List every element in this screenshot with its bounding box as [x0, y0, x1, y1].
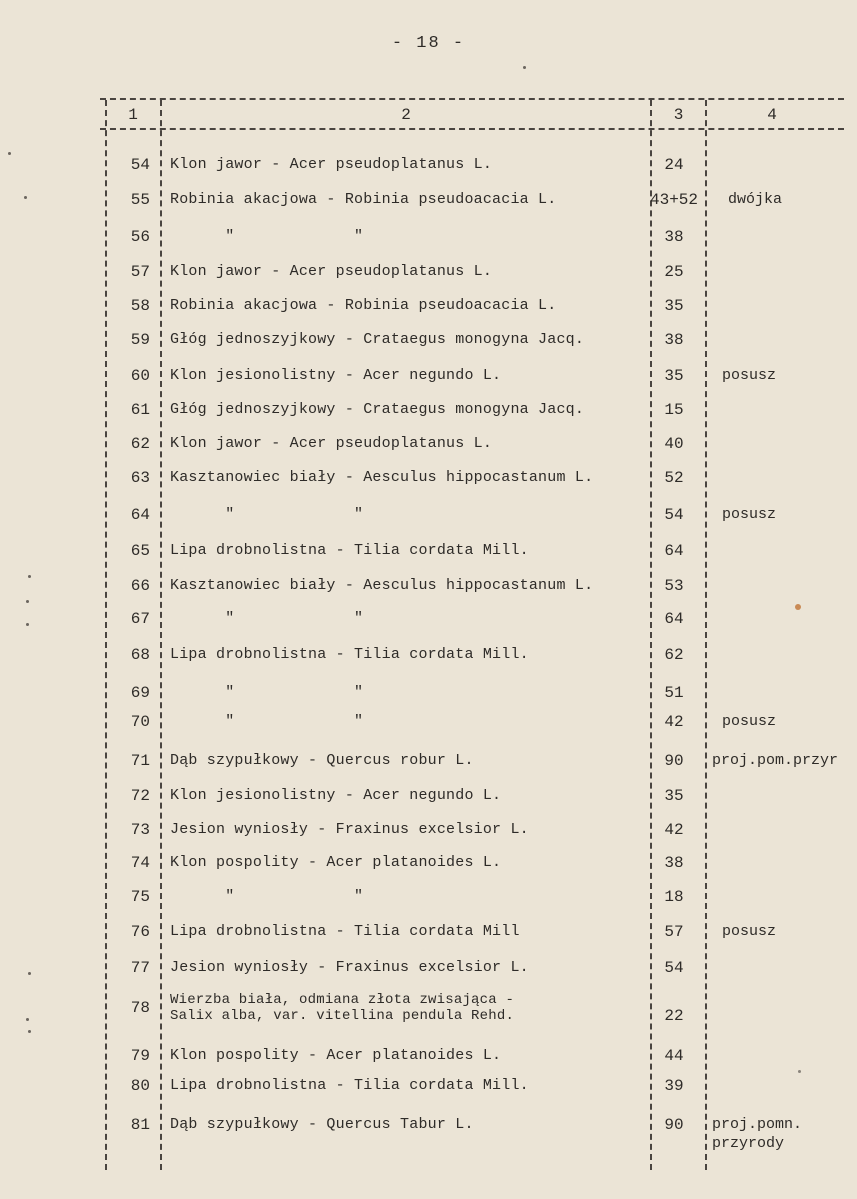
row-number: 75 — [130, 888, 150, 906]
paper-speck — [26, 600, 29, 603]
row-number: 56 — [130, 228, 150, 246]
header-col-4: 4 — [767, 106, 777, 124]
row-number: 76 — [130, 923, 150, 941]
row-number: 57 — [130, 263, 150, 281]
paper-speck — [28, 1030, 31, 1033]
paper-speck — [24, 196, 27, 199]
row-number: 66 — [130, 577, 150, 595]
row-number: 65 — [130, 542, 150, 560]
header-col-2: 2 — [401, 106, 411, 124]
row-number: 55 — [130, 191, 150, 209]
remark: proj.pom.przyr — [712, 752, 839, 769]
row-number: 59 — [130, 331, 150, 349]
species-name: Lipa drobnolistna - Tilia cordata Mill. — [170, 542, 529, 559]
measurement-value: 38 — [664, 331, 684, 349]
measurement-value: 42 — [664, 713, 684, 731]
measurement-value: 24 — [664, 156, 684, 174]
row-number: 71 — [130, 752, 150, 770]
species-name: Lipa drobnolistna - Tilia cordata Mill. — [170, 1077, 529, 1094]
row-number: 58 — [130, 297, 150, 315]
species-name: " " — [170, 506, 364, 523]
page-number: - 18 - — [391, 34, 466, 53]
measurement-value: 90 — [664, 752, 684, 770]
species-name: Dąb szypułkowy - Quercus Tabur L. — [170, 1116, 474, 1133]
measurement-value: 64 — [664, 542, 684, 560]
row-number: 63 — [130, 469, 150, 487]
row-number: 79 — [130, 1047, 150, 1065]
species-name: Klon jesionolistny - Acer negundo L. — [170, 367, 502, 384]
measurement-value: 62 — [664, 646, 684, 664]
species-name: Lipa drobnolistna - Tilia cordata Mill. — [170, 646, 529, 663]
row-number: 80 — [130, 1077, 150, 1095]
measurement-value: 52 — [664, 469, 684, 487]
measurement-value: 38 — [664, 854, 684, 872]
paper-speck — [795, 604, 801, 610]
species-name: Głóg jednoszyjkowy - Crataegus monogyna Jacq. — [170, 331, 585, 348]
measurement-value: 38 — [664, 228, 684, 246]
row-number: 72 — [130, 787, 150, 805]
species-name: " " — [170, 610, 364, 627]
measurement-value: 64 — [664, 610, 684, 628]
species-name: Jesion wyniosły - Fraxinus excelsior L. — [170, 959, 529, 976]
measurement-value: 18 — [664, 888, 684, 906]
paper-speck — [28, 972, 31, 975]
species-name: Klon jawor - Acer pseudoplatanus L. — [170, 156, 493, 173]
species-name: Klon pospolity - Acer platanoides L. — [170, 854, 502, 871]
row-number: 54 — [130, 156, 150, 174]
row-number: 68 — [130, 646, 150, 664]
row-number: 62 — [130, 435, 150, 453]
remark: posusz — [722, 923, 777, 940]
paper-speck — [8, 152, 11, 155]
species-name: Dąb szypułkowy - Quercus robur L. — [170, 752, 474, 769]
measurement-value: 22 — [664, 1007, 684, 1025]
table-top-rule — [100, 98, 844, 100]
measurement-value: 54 — [664, 959, 684, 977]
row-number: 77 — [130, 959, 150, 977]
measurement-value: 44 — [664, 1047, 684, 1065]
species-name: Robinia akacjowa - Robinia pseudoacacia L. — [170, 191, 557, 208]
table-header-rule — [100, 128, 844, 130]
measurement-value: 15 — [664, 401, 684, 419]
species-name: " " — [170, 228, 364, 245]
row-number: 64 — [130, 506, 150, 524]
species-name: Klon jawor - Acer pseudoplatanus L. — [170, 263, 493, 280]
header-col-1: 1 — [128, 106, 138, 124]
row-number: 73 — [130, 821, 150, 839]
row-number: 60 — [130, 367, 150, 385]
measurement-value: 54 — [664, 506, 684, 524]
measurement-value: 39 — [664, 1077, 684, 1095]
species-name: Kasztanowiec biały - Aesculus hippocastanum L. — [170, 469, 594, 486]
row-number: 78 — [130, 999, 150, 1017]
column-divider-1 — [105, 100, 107, 1170]
species-name: " " — [170, 713, 364, 730]
measurement-value: 25 — [664, 263, 684, 281]
row-number: 70 — [130, 713, 150, 731]
row-number: 81 — [130, 1116, 150, 1134]
species-name: Klon jawor - Acer pseudoplatanus L. — [170, 435, 493, 452]
row-number: 67 — [130, 610, 150, 628]
species-name: Kasztanowiec biały - Aesculus hippocastanum L. — [170, 577, 594, 594]
column-divider-2 — [160, 100, 162, 1170]
species-name: Klon pospolity - Acer platanoides L. — [170, 1047, 502, 1064]
row-number: 69 — [130, 684, 150, 702]
paper-speck — [523, 66, 526, 69]
column-divider-4 — [705, 100, 707, 1170]
remark: posusz — [722, 367, 777, 384]
species-name: Robinia akacjowa - Robinia pseudoacacia L. — [170, 297, 557, 314]
remark: proj.pomn. przyrody — [712, 1116, 803, 1152]
measurement-value: 51 — [664, 684, 684, 702]
paper-speck — [26, 623, 29, 626]
species-name: " " — [170, 684, 364, 701]
measurement-value: 35 — [664, 787, 684, 805]
measurement-value: 35 — [664, 367, 684, 385]
measurement-value: 43+52 — [650, 191, 699, 209]
row-number: 61 — [130, 401, 150, 419]
measurement-value: 90 — [664, 1116, 684, 1134]
species-name: Lipa drobnolistna - Tilia cordata Mill — [170, 923, 520, 940]
header-col-3: 3 — [673, 106, 684, 124]
remark: posusz — [722, 713, 777, 730]
species-name: " " — [170, 888, 364, 905]
species-name: Klon jesionolistny - Acer negundo L. — [170, 787, 502, 804]
measurement-value: 35 — [664, 297, 684, 315]
remark: posusz — [722, 506, 777, 523]
paper-speck — [798, 1070, 801, 1073]
paper-speck — [26, 1018, 29, 1021]
measurement-value: 53 — [664, 577, 684, 595]
measurement-value: 40 — [664, 435, 684, 453]
row-number: 74 — [130, 854, 150, 872]
species-name: Jesion wyniosły - Fraxinus excelsior L. — [170, 821, 529, 838]
measurement-value: 57 — [664, 923, 684, 941]
species-name: Wierzba biała, odmiana złota zwisająca - Salix alba, var. vitellina pendula Rehd. — [170, 992, 515, 1024]
remark: dwójka — [728, 191, 783, 208]
measurement-value: 42 — [664, 821, 684, 839]
paper-speck — [28, 575, 31, 578]
species-name: Głóg jednoszyjkowy - Crataegus monogyna Jacq. — [170, 401, 585, 418]
